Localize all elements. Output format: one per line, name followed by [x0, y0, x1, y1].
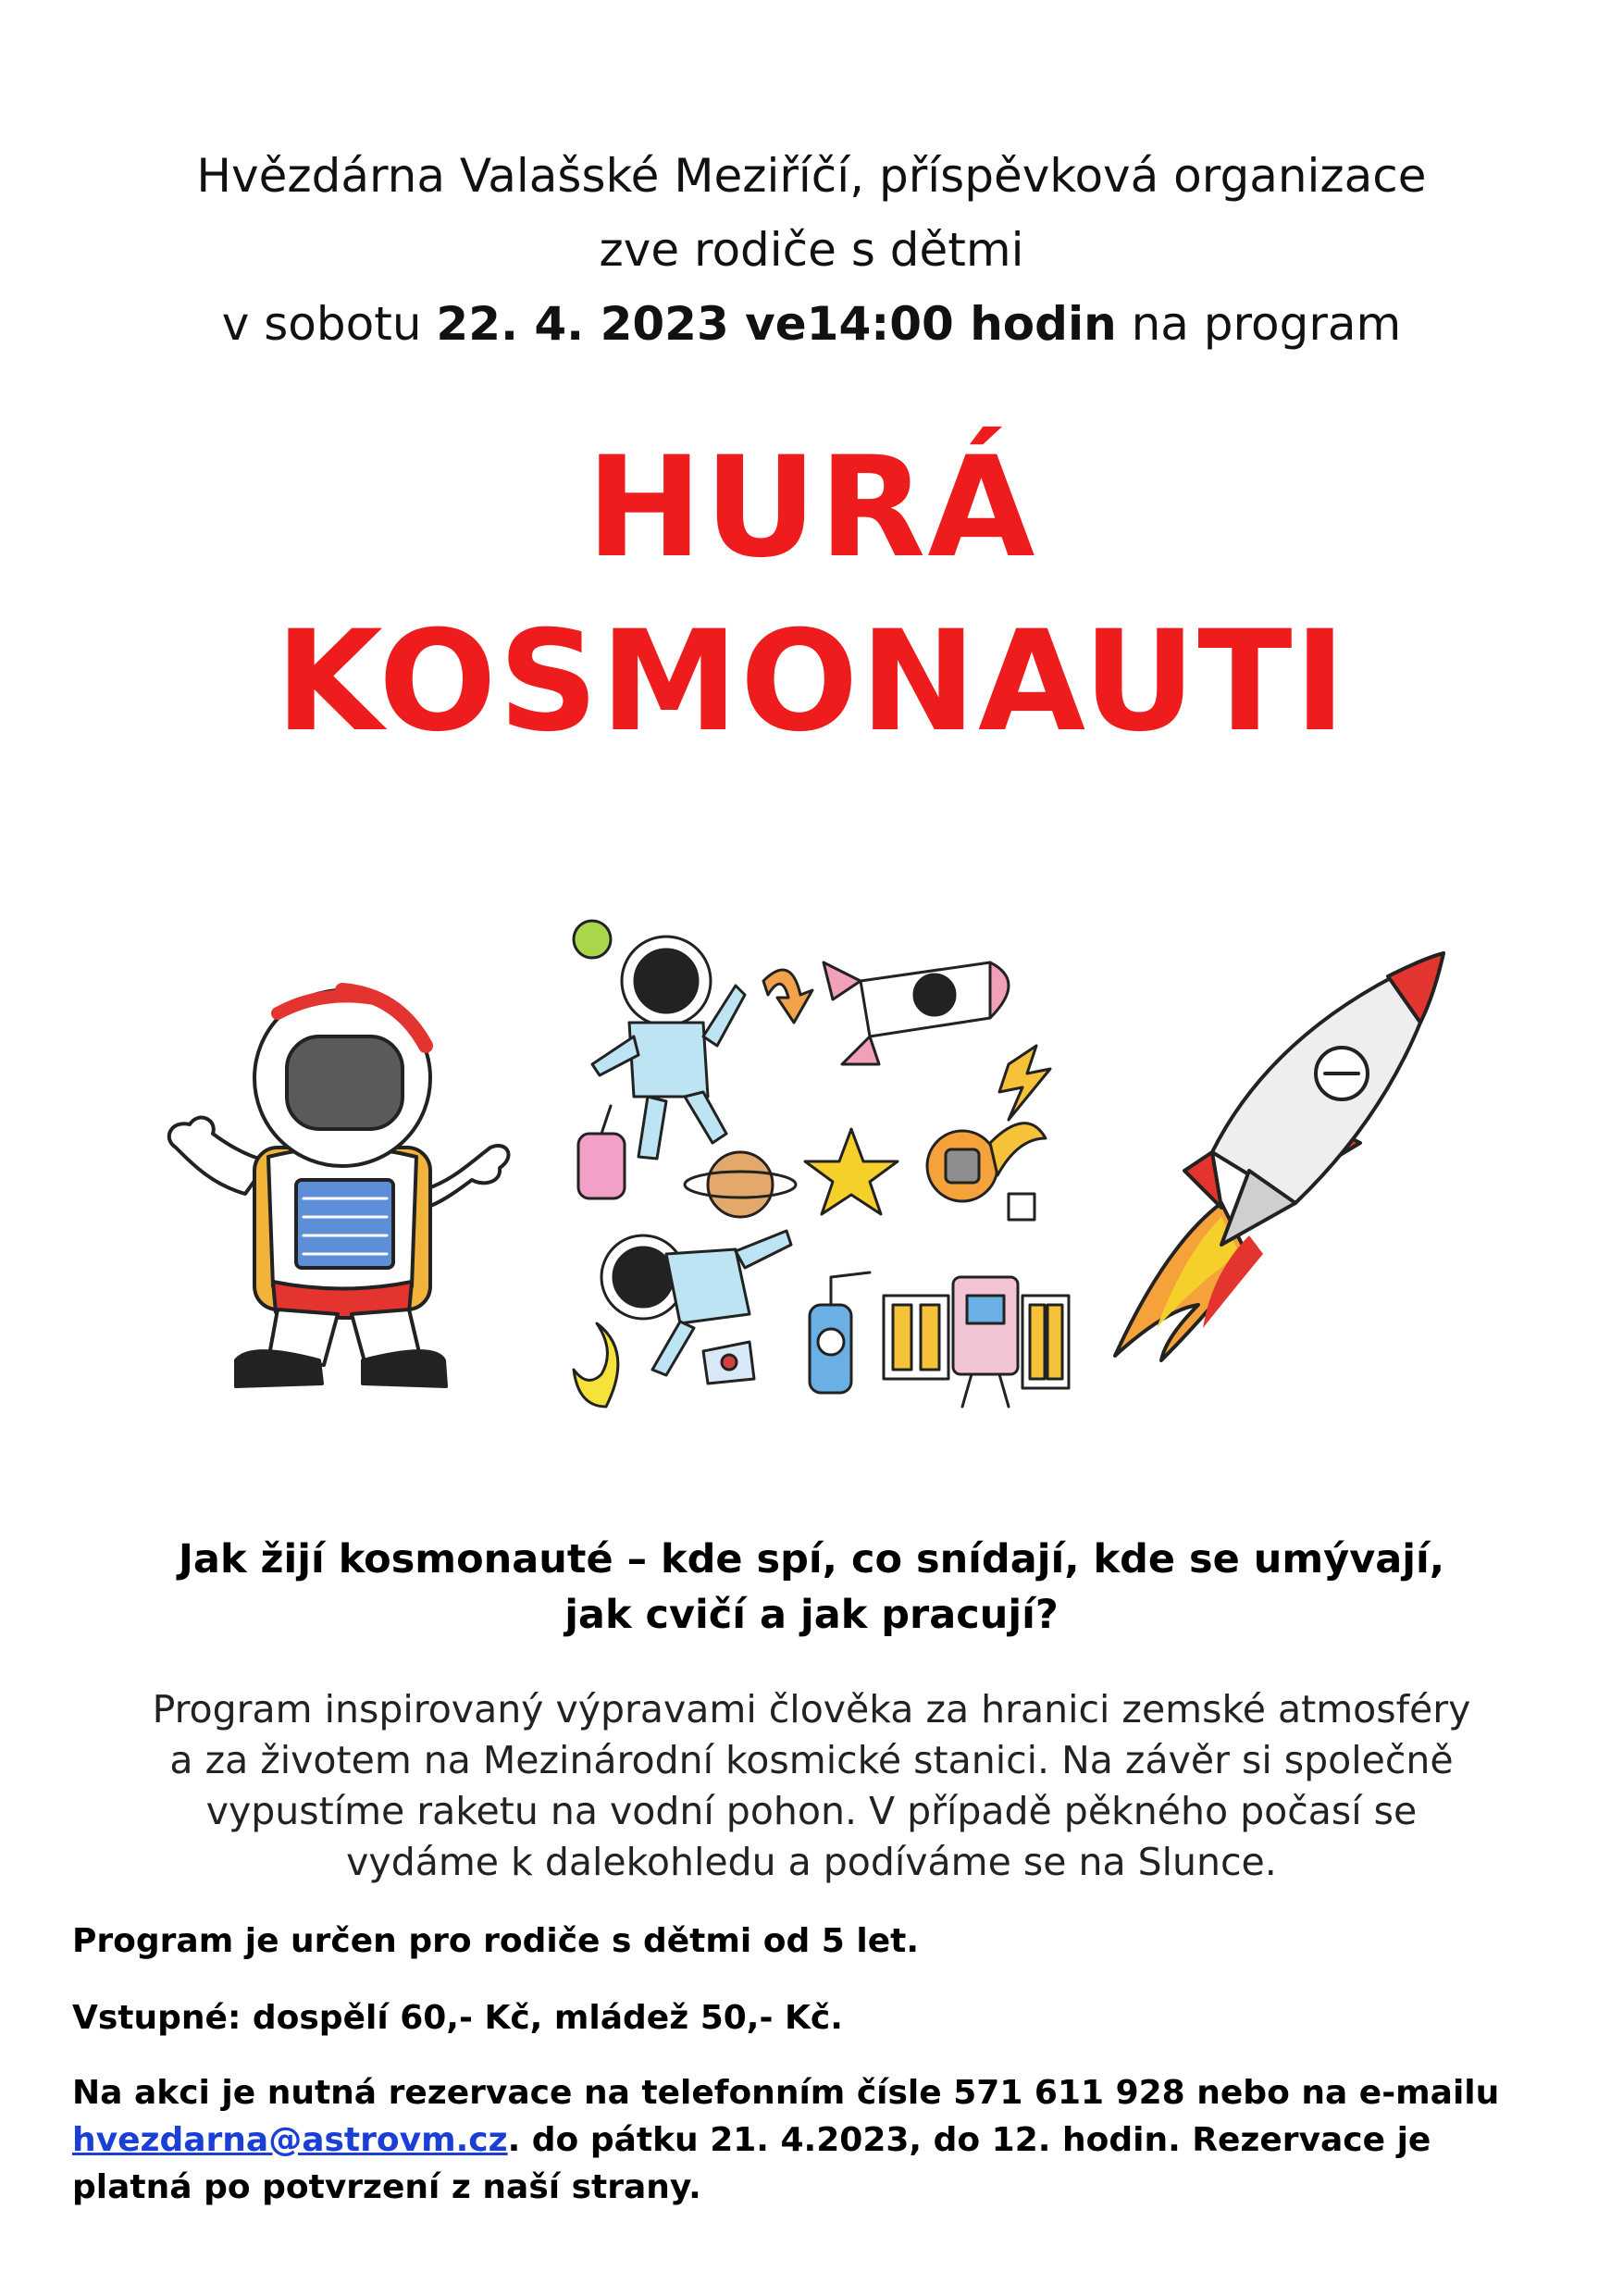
reservation-info	[72, 2069, 1571, 2211]
description-line-2: a za životem na Mezinárodní kosmické stanici. Na závěr si společně	[169, 1738, 1454, 1782]
astronaut-icon	[157, 972, 527, 1397]
organizer-line: Hvězdárna Valašské Meziříčí, příspěvková organizace	[196, 149, 1427, 203]
title-line-2: KOSMONAUTI	[275, 602, 1348, 763]
description-line-3: vypustíme raketu na vodní pohon. V případě pěkného počasí se	[205, 1789, 1418, 1833]
space-doodles-icon	[564, 907, 1083, 1416]
question-line-1: Jak žijí kosmonauté – kde spí, co snídají, kde se umývají,	[178, 1536, 1445, 1582]
description-line-4: vydáme k dalekohledu a podíváme se na Slunce.	[346, 1840, 1277, 1884]
title-line-1: HURÁ	[586, 428, 1037, 589]
invite-line: zve rodiče s dětmi	[599, 223, 1024, 277]
date-line	[0, 287, 1623, 361]
question-line-2: jak cvičí a jak pracují?	[564, 1592, 1059, 1638]
reservation-line-2	[72, 2116, 1571, 2164]
description-line-1: Program inspirovaný výpravami člověka za hranici zemské atmosféry	[152, 1687, 1471, 1731]
program-question	[56, 1532, 1567, 1643]
illustrations	[0, 888, 1623, 1425]
date-prefix: v sobotu	[221, 297, 437, 351]
reservation-deadline: . do pátku 21. 4.2023, do 12. hodin. Rezervace je	[507, 2121, 1431, 2159]
audience-info: Program je určen pro rodiče s dětmi od 5 let.	[72, 1922, 919, 1960]
event-title	[0, 421, 1623, 769]
email-link[interactable]: hvezdarna@astrovm.cz	[72, 2121, 508, 2159]
rocket-icon	[1110, 939, 1462, 1365]
admission-info: Vstupné: dospělí 60,- Kč, mládež 50,- Kč.	[72, 1999, 843, 2037]
program-description	[65, 1684, 1558, 1888]
reservation-line-1: Na akci je nutná rezervace na telefonním čísle 571 611 928 nebo na e-mailu	[72, 2074, 1500, 2112]
date-suffix: na program	[1116, 297, 1402, 351]
event-datetime: 22. 4. 2023 ve14:00 hodin	[436, 297, 1117, 351]
invitation-header	[0, 139, 1623, 361]
reservation-line-3: platná po potvrzení z naší strany.	[72, 2168, 701, 2206]
